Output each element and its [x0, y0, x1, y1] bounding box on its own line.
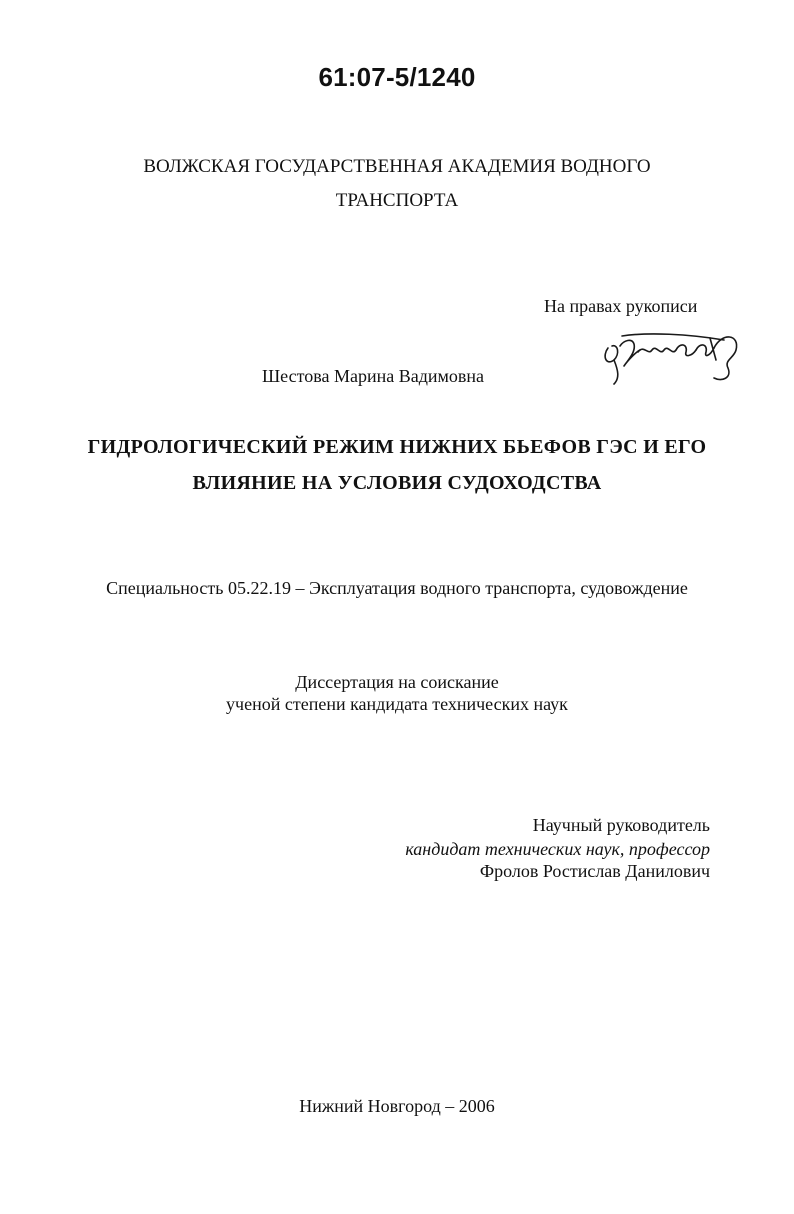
document-number: 61:07-5/1240: [318, 62, 476, 92]
manuscript-rights-note: На правах рукописи: [544, 296, 698, 316]
institution-name-line1: ВОЛЖСКАЯ ГОСУДАРСТВЕННАЯ АКАДЕМИЯ ВОДНОГО: [143, 156, 651, 177]
advisor-role: Научный руководитель: [532, 815, 710, 835]
dissertation-title-line2: ВЛИЯНИЕ НА УСЛОВИЯ СУДОХОДСТВА: [192, 472, 602, 494]
advisor-degree: кандидат технических наук, профессор: [405, 839, 710, 859]
dissertation-title-line1: ГИДРОЛОГИЧЕСКИЙ РЕЖИМ НИЖНИХ БЬЕФОВ ГЭС И ЕГО: [87, 436, 707, 458]
author-name: Шестова Марина Вадимовна: [262, 366, 485, 386]
degree-line2: ученой степени кандидата технических наук: [226, 694, 568, 714]
advisor-name: Фролов Ростислав Данилович: [479, 861, 710, 881]
specialty-line: Специальность 05.22.19 – Эксплуатация водного транспорта, судовождение: [106, 578, 688, 598]
city-and-year: Нижний Новгород – 2006: [299, 1096, 495, 1116]
institution-name-line2: ТРАНСПОРТА: [335, 190, 459, 211]
degree-line1: Диссертация на соискание: [295, 672, 499, 692]
handwritten-signature: [598, 326, 748, 388]
